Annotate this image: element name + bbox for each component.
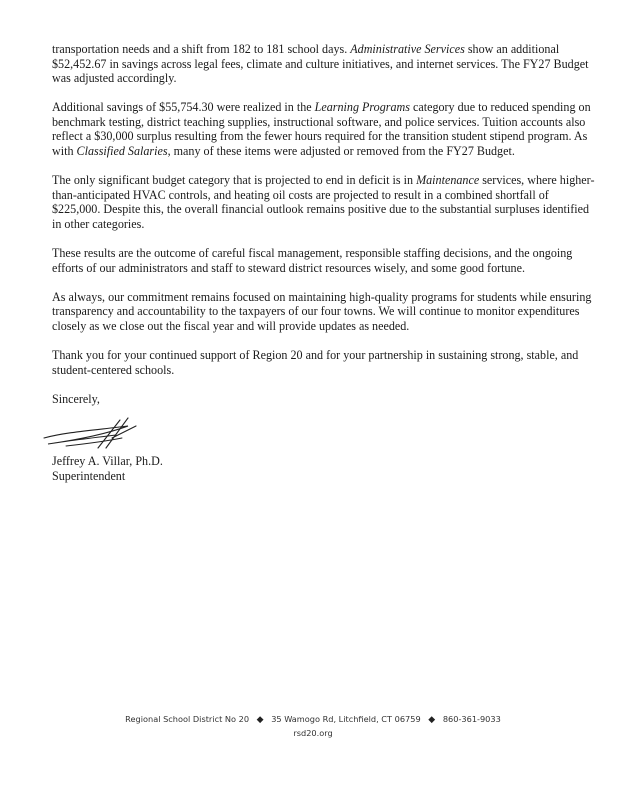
italic-term: Learning Programs bbox=[314, 100, 410, 115]
closing-salutation: Sincerely, bbox=[52, 391, 100, 406]
text-run: As always, our commitment remains focused on maintaining high-quality programs for students while ensuring transparency and accountability to the taxpayers of our four towns. We will continue to monitor expenditures closely as we close out the fiscal year and will provide updates as needed. bbox=[52, 289, 592, 333]
text-run: Thank you for your continued support of Region 20 and for your partnership in sustaining strong, stable, and student-centered schools. bbox=[52, 348, 579, 377]
text-run: These results are the outcome of careful fiscal management, responsible staffing decisions, and the ongoing efforts of our administrators and staff to steward district resources wisely, and some good fortune. bbox=[52, 246, 573, 275]
footer-district: Regional School District No 20 bbox=[125, 714, 250, 724]
body-paragraph bbox=[52, 100, 597, 158]
body-paragraph bbox=[52, 348, 597, 377]
italic-term: Classified Salaries bbox=[76, 144, 168, 159]
text-run: Additional savings of $55,754.30 were realized in the bbox=[52, 100, 315, 115]
body-paragraph bbox=[52, 173, 597, 231]
letter-body bbox=[52, 42, 597, 406]
diamond-icon: ◆ bbox=[428, 715, 436, 725]
text-run: services, where higher-than-anticipated HVAC controls, and heating oil costs are projected to result in a combined shortfall of $225,000. Despite this, the overall financial outlook remains positive due to the substantial surpluses identified in other categories. bbox=[52, 173, 595, 231]
body-paragraph bbox=[52, 290, 597, 334]
text-run: , many of these items were adjusted or removed from the FY27 Budget. bbox=[167, 144, 515, 159]
footer-address: 35 Wamogo Rd, Litchfield, CT 06759 bbox=[271, 714, 421, 724]
body-paragraph bbox=[52, 246, 597, 275]
signature-block bbox=[52, 454, 163, 484]
diamond-icon: ◆ bbox=[256, 715, 264, 725]
footer-phone: 860-361-9033 bbox=[442, 714, 501, 724]
text-run: show an additional $52,452.67 in savings across legal fees, climate and culture initiatives, and internet services. The FY27 Budget was adjusted accordingly. bbox=[52, 42, 589, 86]
body-paragraph bbox=[52, 42, 597, 86]
signer-title: Superintendent bbox=[52, 468, 126, 483]
italic-term: Administrative Services bbox=[350, 42, 465, 56]
italic-term: Maintenance bbox=[416, 173, 480, 188]
handwritten-signature bbox=[36, 408, 146, 456]
letterhead-footer bbox=[0, 713, 626, 739]
text-run: category due to reduced spending on benchmark testing, district teaching supplies, instructional software, and police services. Tuition accounts also reflect a $30,000 surplus resulting from the fewer hours required for the transition student stipend program. As with bbox=[52, 100, 591, 159]
footer-website: rsd20.org bbox=[293, 727, 333, 738]
text-run: transportation needs and a shift from 182 to 181 school days. bbox=[52, 42, 351, 56]
signer-name: Jeffrey A. Villar, Ph.D. bbox=[52, 454, 163, 468]
text-run: The only significant budget category that is projected to end in deficit is in bbox=[52, 173, 417, 188]
